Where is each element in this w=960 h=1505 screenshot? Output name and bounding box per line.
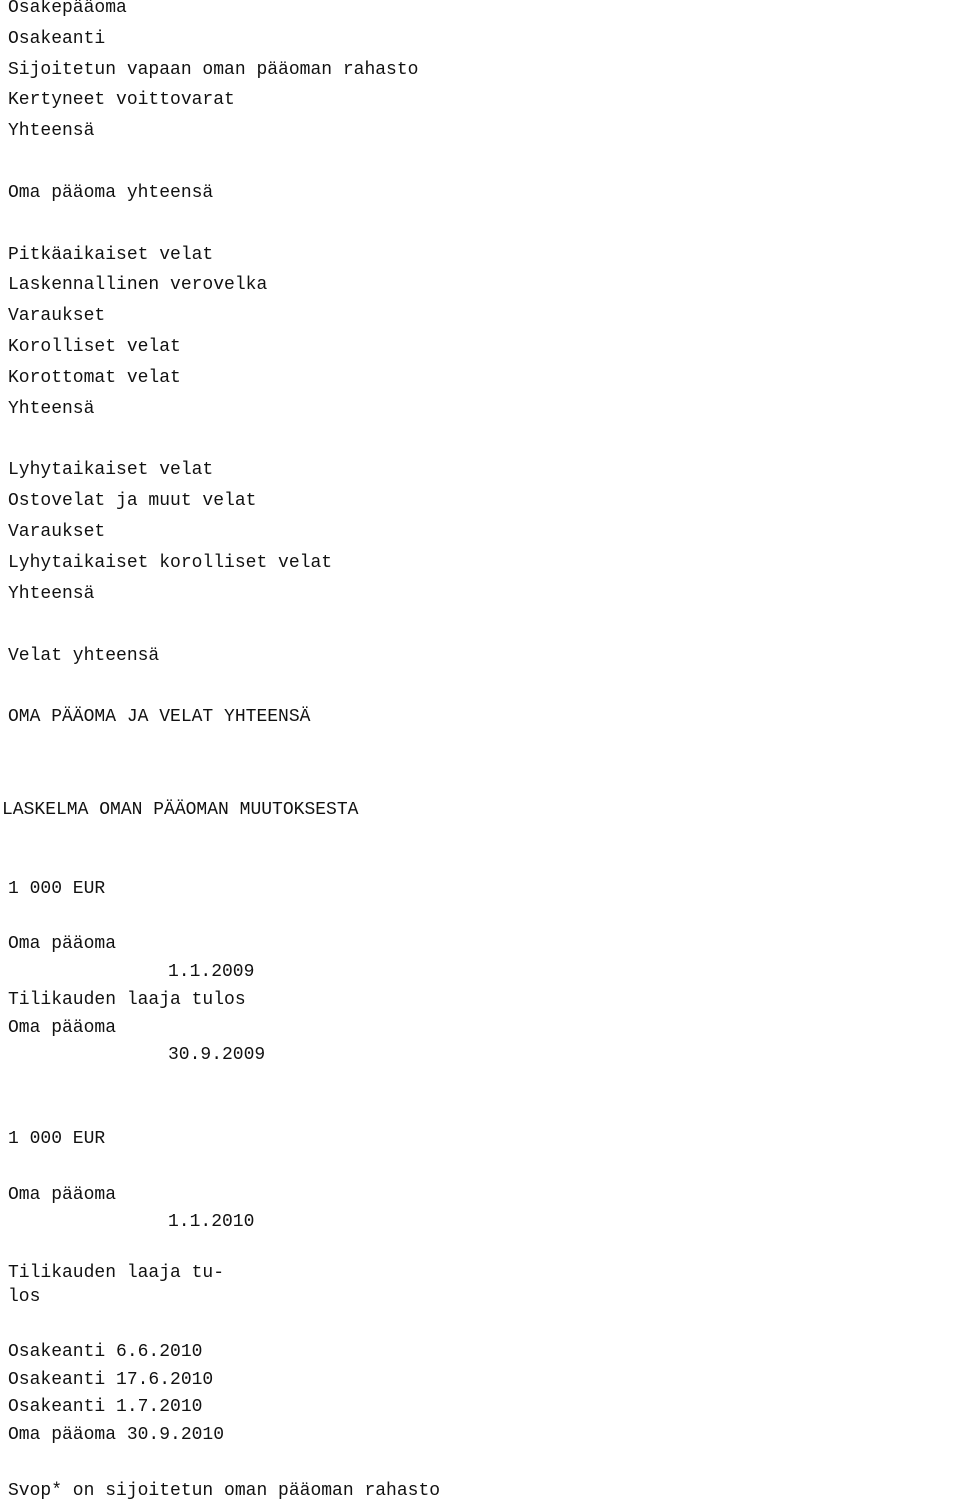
row-label: Tilikauden laaja tu- <box>8 1263 225 1283</box>
row-label: Varaukset <box>8 522 106 542</box>
row-label: OMA PÄÄOMA JA VELAT YHTEENSÄ <box>8 707 311 727</box>
row-label: Oma pääoma 30.9.2010 <box>8 1425 225 1445</box>
row-label: Varaukset <box>8 306 106 326</box>
row-label-continued: los <box>8 1287 41 1307</box>
row-label: Osakepääoma <box>8 0 127 18</box>
row-label: Yhteensä <box>8 121 95 141</box>
row-label: Oma pääoma <box>8 934 117 954</box>
header-unit: 1 000 EUR <box>8 1129 106 1149</box>
row-label: Oma pääoma <box>8 1185 117 1205</box>
row-label: Ostovelat ja muut velat <box>8 491 257 511</box>
row-label: Oma pääoma yhteensä <box>8 183 214 203</box>
row-label: Sijoitetun vapaan oman pääoman rahasto <box>8 60 419 80</box>
row-label: Osakeanti 1.7.2010 <box>8 1397 203 1417</box>
row-label: Osakeanti 6.6.2010 <box>8 1342 203 1362</box>
row-label: Kertyneet voittovarat <box>8 90 235 110</box>
row-date: 30.9.2009 <box>168 1045 266 1065</box>
row-label: Yhteensä <box>8 399 95 419</box>
row-date: 1.1.2009 <box>168 962 255 982</box>
row-label: Korolliset velat <box>8 337 181 357</box>
row-label: Lyhytaikaiset korolliset velat <box>8 553 333 573</box>
section-title: LASKELMA OMAN PÄÄOMAN MUUTOKSESTA <box>2 800 359 820</box>
row-label: Pitkäaikaiset velat <box>8 245 214 265</box>
footnote: Svop* on sijoitetun oman pääoman rahasto <box>8 1481 441 1501</box>
row-label: Osakeanti <box>8 29 106 49</box>
row-label: Yhteensä <box>8 584 95 604</box>
row-label: Oma pääoma <box>8 1018 117 1038</box>
header-unit: 1 000 EUR <box>8 879 106 899</box>
row-date: 1.1.2010 <box>168 1212 255 1232</box>
row-label: Lyhytaikaiset velat <box>8 460 214 480</box>
row-label: Laskennallinen verovelka <box>8 275 268 295</box>
row-label: Osakeanti 17.6.2010 <box>8 1370 214 1390</box>
row-label: Korottomat velat <box>8 368 181 388</box>
row-label: Velat yhteensä <box>8 646 160 666</box>
row-label: Tilikauden laaja tulos <box>8 990 246 1010</box>
